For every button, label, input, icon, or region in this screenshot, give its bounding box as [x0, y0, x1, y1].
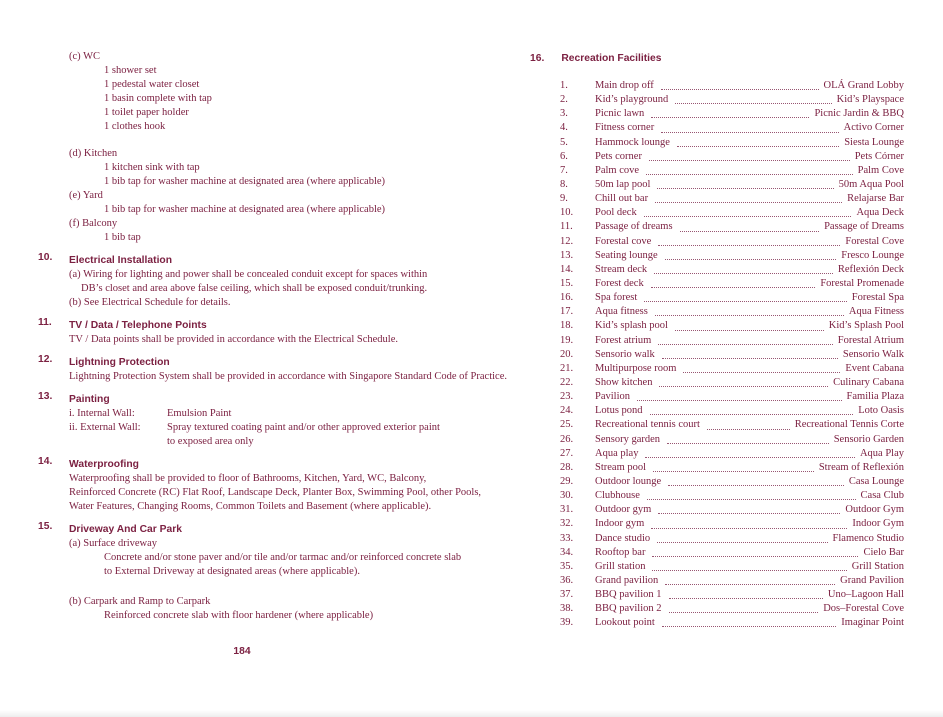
- spec-line: Water Features, Changing Rooms, Common Toilets and Basement (where applicable).: [69, 501, 432, 512]
- facility-name: Indoor Gym: [852, 518, 904, 530]
- facility-number: 1.: [560, 80, 568, 91]
- dotted-leader: [651, 287, 816, 288]
- facility-label: Lotus pond: [595, 405, 643, 417]
- facility-number: 39.: [560, 617, 574, 629]
- facility-label: Rooftop bar: [595, 546, 646, 558]
- facility-name: Grand Pavilion: [840, 574, 904, 586]
- spec-item: 1 bib tap for washer machine at designated area (where applicable): [104, 204, 386, 215]
- left-page: [38, 50, 507, 623]
- facility-row: [560, 319, 904, 333]
- section-heading: [38, 456, 488, 472]
- facility-label: Show kitchen: [595, 376, 653, 388]
- facility-row: [560, 164, 904, 178]
- dotted-leader: [658, 245, 840, 246]
- dotted-leader: [662, 626, 837, 627]
- section-title: TV / Data / Telephone Points: [69, 320, 207, 331]
- dotted-leader: [647, 499, 856, 500]
- section-heading: [38, 391, 488, 407]
- facility-name: Stream of Reflexión: [818, 461, 904, 473]
- facility-row: [560, 433, 904, 447]
- dotted-leader: [680, 231, 820, 232]
- facility-name: Sensorio Walk: [842, 348, 904, 360]
- facility-number: 23.: [560, 391, 574, 403]
- facility-label: Kid’s splash pool: [595, 320, 668, 332]
- pair-label: i. Internal Wall:: [69, 408, 135, 419]
- recreation-heading: [530, 50, 661, 66]
- facility-label: Outdoor gym: [595, 504, 652, 516]
- facility-label: Lookout point: [595, 617, 655, 629]
- facility-label: 50m lap pool: [595, 178, 651, 190]
- dotted-leader: [644, 301, 847, 302]
- facility-row: [560, 616, 904, 630]
- facility-number: 10.: [560, 207, 574, 219]
- facility-label: BBQ pavilion 2: [595, 603, 662, 615]
- facility-row: [560, 560, 904, 574]
- facility-row: [560, 150, 904, 164]
- section-number: 10.: [38, 252, 53, 263]
- pair-value: Spray textured coating paint and/or other approved exterior paint: [167, 422, 440, 433]
- spec-line: (b) See Electrical Schedule for details.: [69, 297, 231, 308]
- facility-name: Familia Plaza: [846, 391, 904, 403]
- facility-number: 21.: [560, 362, 574, 374]
- dotted-leader: [668, 485, 844, 486]
- facility-row: [560, 475, 904, 489]
- spec-item: 1 bib tap: [104, 232, 141, 243]
- facility-name: Kid’s Playspace: [836, 94, 904, 106]
- facility-label: Fitness corner: [595, 122, 655, 134]
- facility-label: Sensorio walk: [595, 348, 655, 360]
- spec-pair: [38, 435, 488, 449]
- facility-number: 8.: [560, 178, 568, 190]
- facility-row: [560, 277, 904, 291]
- lettered-block: [38, 189, 488, 217]
- facility-name: Sensorio Garden: [833, 433, 904, 445]
- dotted-leader: [683, 372, 840, 373]
- facility-name: Picnic Jardin & BBQ: [814, 108, 904, 120]
- spec-line: Reinforced Concrete (RC) Flat Roof, Landscape Deck, Planter Box, Swimming Pool, other Pools,: [69, 487, 482, 498]
- facility-row: [560, 447, 904, 461]
- facility-name: 50m Aqua Pool: [838, 178, 904, 190]
- facility-label: Forest atrium: [595, 334, 652, 346]
- dotted-leader: [669, 598, 823, 599]
- section-title: Driveway And Car Park: [69, 524, 182, 535]
- pair-value: to exposed area only: [167, 436, 254, 447]
- facility-label: Main drop off: [595, 80, 654, 91]
- facility-number: 16.: [560, 292, 574, 304]
- facility-name: Siesta Lounge: [844, 136, 904, 148]
- facility-label: Chill out bar: [595, 193, 649, 205]
- facility-row: [560, 461, 904, 475]
- facility-row: [560, 546, 904, 560]
- facility-row: [560, 206, 904, 220]
- facility-name: Imaginar Point: [841, 617, 904, 629]
- spec-item: 1 pedestal water closet: [104, 79, 200, 90]
- dotted-leader: [662, 358, 838, 359]
- facility-number: 6.: [560, 150, 568, 162]
- facility-label: Forest deck: [595, 277, 644, 289]
- facility-row: [560, 348, 904, 362]
- facility-number: 22.: [560, 376, 574, 388]
- spec-line: Concrete and/or stone paver and/or tile and/or tarmac and/or reinforced concrete slab: [104, 552, 462, 563]
- spec-pair: [38, 421, 488, 435]
- facility-row: [560, 588, 904, 602]
- dotted-leader: [652, 570, 846, 571]
- lettered-block: [38, 217, 488, 245]
- facility-number: 5.: [560, 136, 568, 148]
- facility-name: Passage of Dreams: [824, 221, 904, 233]
- facility-name: Activo Corner: [843, 122, 904, 134]
- facility-label: Outdoor lounge: [595, 475, 662, 487]
- facility-label: Palm cove: [595, 164, 640, 176]
- facility-number: 14.: [560, 263, 574, 275]
- facility-label: Grand pavilion: [595, 574, 659, 586]
- facility-number: 20.: [560, 348, 574, 360]
- facility-label: Spa forest: [595, 292, 638, 304]
- dotted-leader: [653, 471, 814, 472]
- section-number: 14.: [38, 456, 53, 467]
- dotted-leader: [661, 132, 838, 133]
- facility-name: Loto Oasis: [858, 405, 904, 417]
- facility-row: [560, 121, 904, 135]
- facility-row: [560, 334, 904, 348]
- facility-number: 33.: [560, 532, 574, 544]
- dotted-leader: [649, 160, 850, 161]
- page-number: 184: [233, 646, 251, 657]
- facility-name: Recreational Tennis Corte: [794, 419, 904, 431]
- subsection-label: (c) WC: [69, 51, 101, 62]
- facility-label: Dance studio: [595, 532, 651, 544]
- facility-row: [560, 602, 904, 616]
- section-block: [38, 456, 488, 514]
- facility-number: 31.: [560, 504, 574, 516]
- facility-name: Forestal Cove: [845, 235, 904, 247]
- facility-number: 25.: [560, 419, 574, 431]
- facility-number: 26.: [560, 433, 574, 445]
- section-block: [38, 317, 488, 347]
- facility-row: [560, 136, 904, 150]
- dotted-leader: [677, 146, 839, 147]
- spec-item: 1 shower set: [104, 65, 157, 76]
- section-heading: [38, 252, 488, 268]
- dotted-leader: [651, 528, 847, 529]
- facility-number: 11.: [560, 221, 573, 233]
- section-title: Painting: [69, 394, 110, 405]
- facility-row: [560, 532, 904, 546]
- facility-name: Casa Lounge: [848, 475, 904, 487]
- spec-line: TV / Data points shall be provided in accordance with the Electrical Schedule.: [69, 334, 398, 345]
- facility-number: 37.: [560, 589, 574, 601]
- facility-label: Indoor gym: [595, 518, 645, 530]
- facility-row: [560, 517, 904, 531]
- facility-label: Sensory garden: [595, 433, 661, 445]
- facility-row: [560, 503, 904, 517]
- lettered-block: [38, 50, 488, 134]
- facility-row: [560, 192, 904, 206]
- spec-line: Reinforced concrete slab with floor hardener (where applicable): [104, 610, 374, 621]
- facility-number: 9.: [560, 193, 568, 205]
- facility-row: [560, 178, 904, 192]
- dotted-leader: [707, 429, 790, 430]
- facility-number: 7.: [560, 164, 568, 176]
- facility-number: 34.: [560, 546, 574, 558]
- dotted-leader: [650, 414, 854, 415]
- facility-number: 18.: [560, 320, 574, 332]
- facility-label: Pavilion: [595, 391, 631, 403]
- facility-number: 2.: [560, 94, 568, 106]
- facility-label: Seating lounge: [595, 249, 658, 261]
- facility-name: Uno–Lagoon Hall: [827, 589, 904, 601]
- facility-number: 3.: [560, 108, 568, 120]
- section-title: Electrical Installation: [69, 255, 173, 266]
- spec-item: 1 clothes hook: [104, 121, 166, 132]
- section-block: [38, 521, 488, 623]
- facility-name: Aqua Fitness: [848, 306, 904, 318]
- facility-number: 13.: [560, 249, 574, 261]
- dotted-leader: [665, 584, 835, 585]
- section-number: 13.: [38, 391, 53, 402]
- facility-row: [560, 249, 904, 263]
- section-heading: [38, 521, 488, 537]
- facility-row: [560, 362, 904, 376]
- section-heading: [38, 317, 488, 333]
- facility-name: Forestal Atrium: [837, 334, 904, 346]
- facility-label: Recreational tennis court: [595, 419, 700, 431]
- facility-label: Stream deck: [595, 263, 648, 275]
- facility-name: Fresco Lounge: [841, 249, 904, 261]
- spec-line: to External Driveway at designated areas (where applicable).: [104, 566, 360, 577]
- facility-name: Culinary Cabana: [833, 376, 904, 388]
- facility-name: OLÁ Grand Lobby: [823, 80, 904, 91]
- section-number: 12.: [38, 354, 53, 365]
- spec-item: 1 bib tap for washer machine at designated area (where applicable): [104, 176, 386, 187]
- dotted-leader: [637, 400, 842, 401]
- facility-name: Palm Cove: [857, 164, 904, 176]
- facility-name: Flamenco Studio: [832, 532, 904, 544]
- facility-row: [560, 79, 904, 93]
- section-block: [38, 391, 488, 449]
- spec-item: 1 kitchen sink with tap: [104, 162, 200, 173]
- spec-line: DB’s closet and area above false ceiling, which shall be exposed conduit/trunking.: [81, 283, 428, 294]
- facility-name: Cielo Bar: [863, 546, 904, 558]
- facility-label: Passage of dreams: [595, 221, 673, 233]
- section-number: 15.: [38, 521, 53, 532]
- spec-line: Lightning Protection System shall be provided in accordance with Singapore Standard Code of Practice.: [69, 371, 507, 382]
- facility-row: [560, 404, 904, 418]
- pair-label: ii. External Wall:: [69, 422, 141, 433]
- dotted-leader: [657, 188, 833, 189]
- facility-row: [560, 305, 904, 319]
- facility-name: Forestal Promenade: [820, 277, 904, 289]
- facility-name: Aqua Deck: [856, 207, 904, 219]
- spec-line: (a) Surface driveway: [69, 538, 158, 549]
- facility-label: Aqua play: [595, 447, 639, 459]
- right-page: [560, 79, 904, 630]
- section-block: [38, 354, 507, 384]
- dotted-leader: [655, 202, 842, 203]
- facility-label: Pool deck: [595, 207, 637, 219]
- facility-name: Casa Club: [860, 490, 904, 502]
- facility-number: 35.: [560, 560, 574, 572]
- facility-label: Kid’s playground: [595, 94, 669, 106]
- section-number: 16.: [530, 53, 545, 64]
- dotted-leader: [646, 174, 853, 175]
- facility-row: [560, 376, 904, 390]
- spec-line: Waterproofing shall be provided to floor of Bathrooms, Kitchen, Yard, WC, Balcony,: [69, 473, 427, 484]
- spec-line: (a) Wiring for lighting and power shall be concealed conduit except for spaces within: [69, 269, 428, 280]
- facility-number: 36.: [560, 574, 574, 586]
- section-title: Waterproofing: [69, 459, 139, 470]
- facility-row: [560, 390, 904, 404]
- section-title: Lightning Protection: [69, 357, 170, 368]
- facility-name: Aqua Play: [859, 447, 904, 459]
- facility-name: Grill Station: [851, 560, 904, 572]
- facility-row: [560, 235, 904, 249]
- section-block: [38, 252, 488, 310]
- facility-row: [560, 93, 904, 107]
- subsection-label: (f) Balcony: [69, 218, 118, 229]
- spec-item: 1 basin complete with tap: [104, 93, 212, 104]
- facility-label: Picnic lawn: [595, 108, 645, 120]
- dotted-leader: [661, 89, 819, 90]
- facility-label: Pets corner: [595, 150, 642, 162]
- spec-pair: [38, 407, 488, 421]
- facility-label: Multipurpose room: [595, 362, 677, 374]
- facility-name: Pets Córner: [854, 150, 904, 162]
- facility-row: [560, 263, 904, 277]
- facility-number: 4.: [560, 122, 568, 134]
- facility-label: Aqua fitness: [595, 306, 648, 318]
- dotted-leader: [669, 612, 819, 613]
- subsection-label: (e) Yard: [69, 190, 103, 201]
- facility-number: 28.: [560, 461, 574, 473]
- section-heading: [38, 354, 488, 370]
- dotted-leader: [655, 315, 844, 316]
- dotted-leader: [675, 330, 824, 331]
- facility-name: Dos–Forestal Cove: [823, 603, 904, 615]
- dotted-leader: [644, 216, 852, 217]
- facility-number: 30.: [560, 490, 574, 502]
- subsection-label: (d) Kitchen: [69, 148, 118, 159]
- facility-number: 29.: [560, 475, 574, 487]
- facility-name: Forestal Spa: [851, 292, 904, 304]
- dotted-leader: [657, 542, 827, 543]
- dotted-leader: [658, 344, 832, 345]
- facility-row: [560, 418, 904, 432]
- facility-label: Stream pool: [595, 461, 647, 473]
- facility-label: Hammock lounge: [595, 136, 670, 148]
- facility-number: 27.: [560, 447, 574, 459]
- facility-row: [560, 107, 904, 121]
- facility-number: 12.: [560, 235, 574, 247]
- facility-name: Event Cabana: [845, 362, 904, 374]
- facility-name: Relajarse Bar: [847, 193, 904, 205]
- section-number: 11.: [38, 317, 52, 328]
- facility-name: Reflexión Deck: [837, 263, 904, 275]
- dotted-leader: [651, 117, 809, 118]
- facility-number: 24.: [560, 405, 574, 417]
- dotted-leader: [652, 556, 858, 557]
- dotted-leader: [645, 457, 855, 458]
- facility-number: 17.: [560, 306, 574, 318]
- facility-label: Grill station: [595, 560, 646, 572]
- dotted-leader: [675, 103, 831, 104]
- spec-item: 1 toilet paper holder: [104, 107, 189, 118]
- facility-number: 15.: [560, 277, 574, 289]
- pair-value: Emulsion Paint: [167, 408, 232, 419]
- facility-row: [560, 489, 904, 503]
- dotted-leader: [665, 259, 837, 260]
- facility-label: BBQ pavilion 1: [595, 589, 662, 601]
- facility-number: 19.: [560, 334, 574, 346]
- dotted-leader: [667, 443, 829, 444]
- facility-label: Forestal cove: [595, 235, 652, 247]
- spec-line: (b) Carpark and Ramp to Carpark: [69, 596, 211, 607]
- facility-row: [560, 291, 904, 305]
- dotted-leader: [654, 273, 833, 274]
- facility-row: [560, 220, 904, 234]
- lettered-block: [38, 147, 488, 189]
- dotted-leader: [659, 386, 828, 387]
- facility-number: 38.: [560, 603, 574, 615]
- facility-label: Clubhouse: [595, 490, 640, 502]
- section-title: Recreation Facilities: [561, 53, 662, 64]
- facility-row: [560, 574, 904, 588]
- facility-name: Kid’s Splash Pool: [828, 320, 904, 332]
- facility-number: 32.: [560, 518, 574, 530]
- dotted-leader: [658, 513, 840, 514]
- facility-name: Outdoor Gym: [845, 504, 904, 516]
